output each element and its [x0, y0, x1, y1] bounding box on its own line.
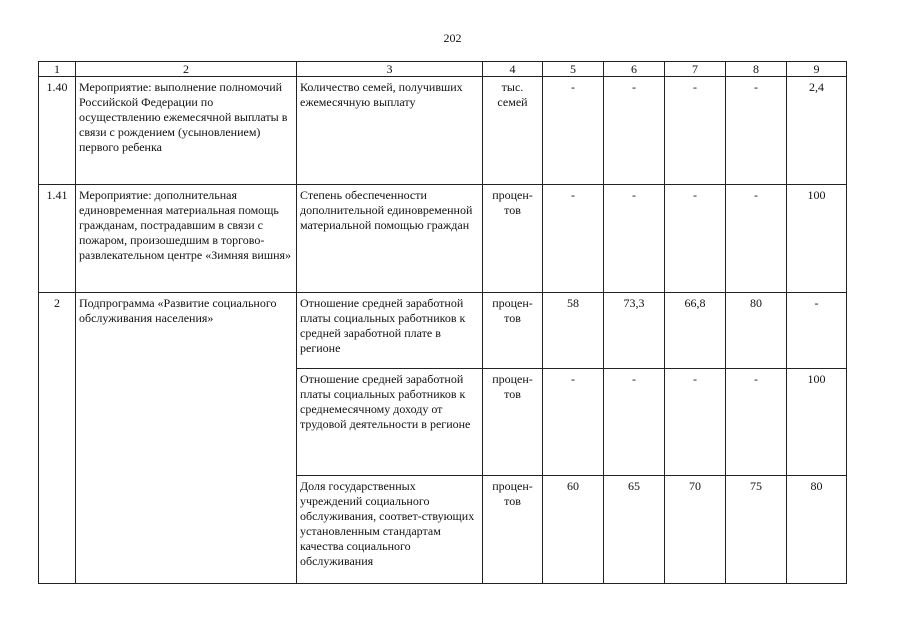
value-col7: 66,8 [665, 293, 726, 369]
value-col7: - [665, 185, 726, 293]
value-col8: - [726, 369, 787, 476]
value-col6: - [604, 185, 665, 293]
value-col5: - [543, 185, 604, 293]
value-col5: - [543, 369, 604, 476]
indicators-table [38, 61, 847, 584]
value-col8: 80 [726, 293, 787, 369]
unit: процен-тов [483, 185, 543, 293]
unit: процен-тов [483, 369, 543, 476]
header-cell: 8 [726, 62, 787, 77]
table-row [39, 293, 847, 369]
unit: процен-тов [483, 293, 543, 369]
header-cell: 9 [787, 62, 847, 77]
measure-name: Мероприятие: выполнение полномочий Российской Федерации по осуществлению ежемесячной выплаты в связи с рождением (усыновлением) первого ребенка [76, 77, 297, 185]
header-cell: 2 [76, 62, 297, 77]
header-cell: 6 [604, 62, 665, 77]
header-cell: 7 [665, 62, 726, 77]
subprogram-name: Подпрограмма «Развитие социального обслуживания населения» [76, 293, 297, 584]
value-col7: - [665, 77, 726, 185]
value-col6: 73,3 [604, 293, 665, 369]
header-cell: 3 [297, 62, 483, 77]
unit: процен-тов [483, 476, 543, 584]
value-col5: 60 [543, 476, 604, 584]
unit: тыс. семей [483, 77, 543, 185]
measure-name: Мероприятие: дополнительная единовременная материальная помощь гражданам, пострадавшим в связи с пожаром, произошедшим в торгово-развлекательном центре «Зимняя вишня» [76, 185, 297, 293]
indicator-name: Доля государственных учреждений социального обслуживания, соответ-ствующих установленным стандартам качества социального обслуживания [297, 476, 483, 584]
table-row [39, 185, 847, 293]
value-col6: 65 [604, 476, 665, 584]
value-col7: 70 [665, 476, 726, 584]
value-col9: 100 [787, 369, 847, 476]
value-col9: 2,4 [787, 77, 847, 185]
header-cell: 5 [543, 62, 604, 77]
row-number: 1.40 [39, 77, 76, 185]
indicator-name: Отношение средней заработной платы социальных работников к средней заработной плате в регионе [297, 293, 483, 369]
value-col5: 58 [543, 293, 604, 369]
value-col8: 75 [726, 476, 787, 584]
row-number: 2 [39, 293, 76, 584]
value-col9: - [787, 293, 847, 369]
page-number: 202 [443, 31, 462, 45]
indicator-name: Степень обеспеченности дополнительной единовременной материальной помощью граждан [297, 185, 483, 293]
value-col8: - [726, 185, 787, 293]
header-row [39, 62, 847, 77]
value-col6: - [604, 77, 665, 185]
header-cell: 4 [483, 62, 543, 77]
indicator-name: Количество семей, получивших ежемесячную выплату [297, 77, 483, 185]
value-col6: - [604, 369, 665, 476]
table-row [39, 77, 847, 185]
row-number: 1.41 [39, 185, 76, 293]
indicator-name: Отношение средней заработной платы социальных работников к среднемесячному доходу от трудовой деятельности в регионе [297, 369, 483, 476]
value-col5: - [543, 77, 604, 185]
value-col9: 80 [787, 476, 847, 584]
value-col8: - [726, 77, 787, 185]
value-col9: 100 [787, 185, 847, 293]
value-col7: - [665, 369, 726, 476]
header-cell: 1 [39, 62, 76, 77]
